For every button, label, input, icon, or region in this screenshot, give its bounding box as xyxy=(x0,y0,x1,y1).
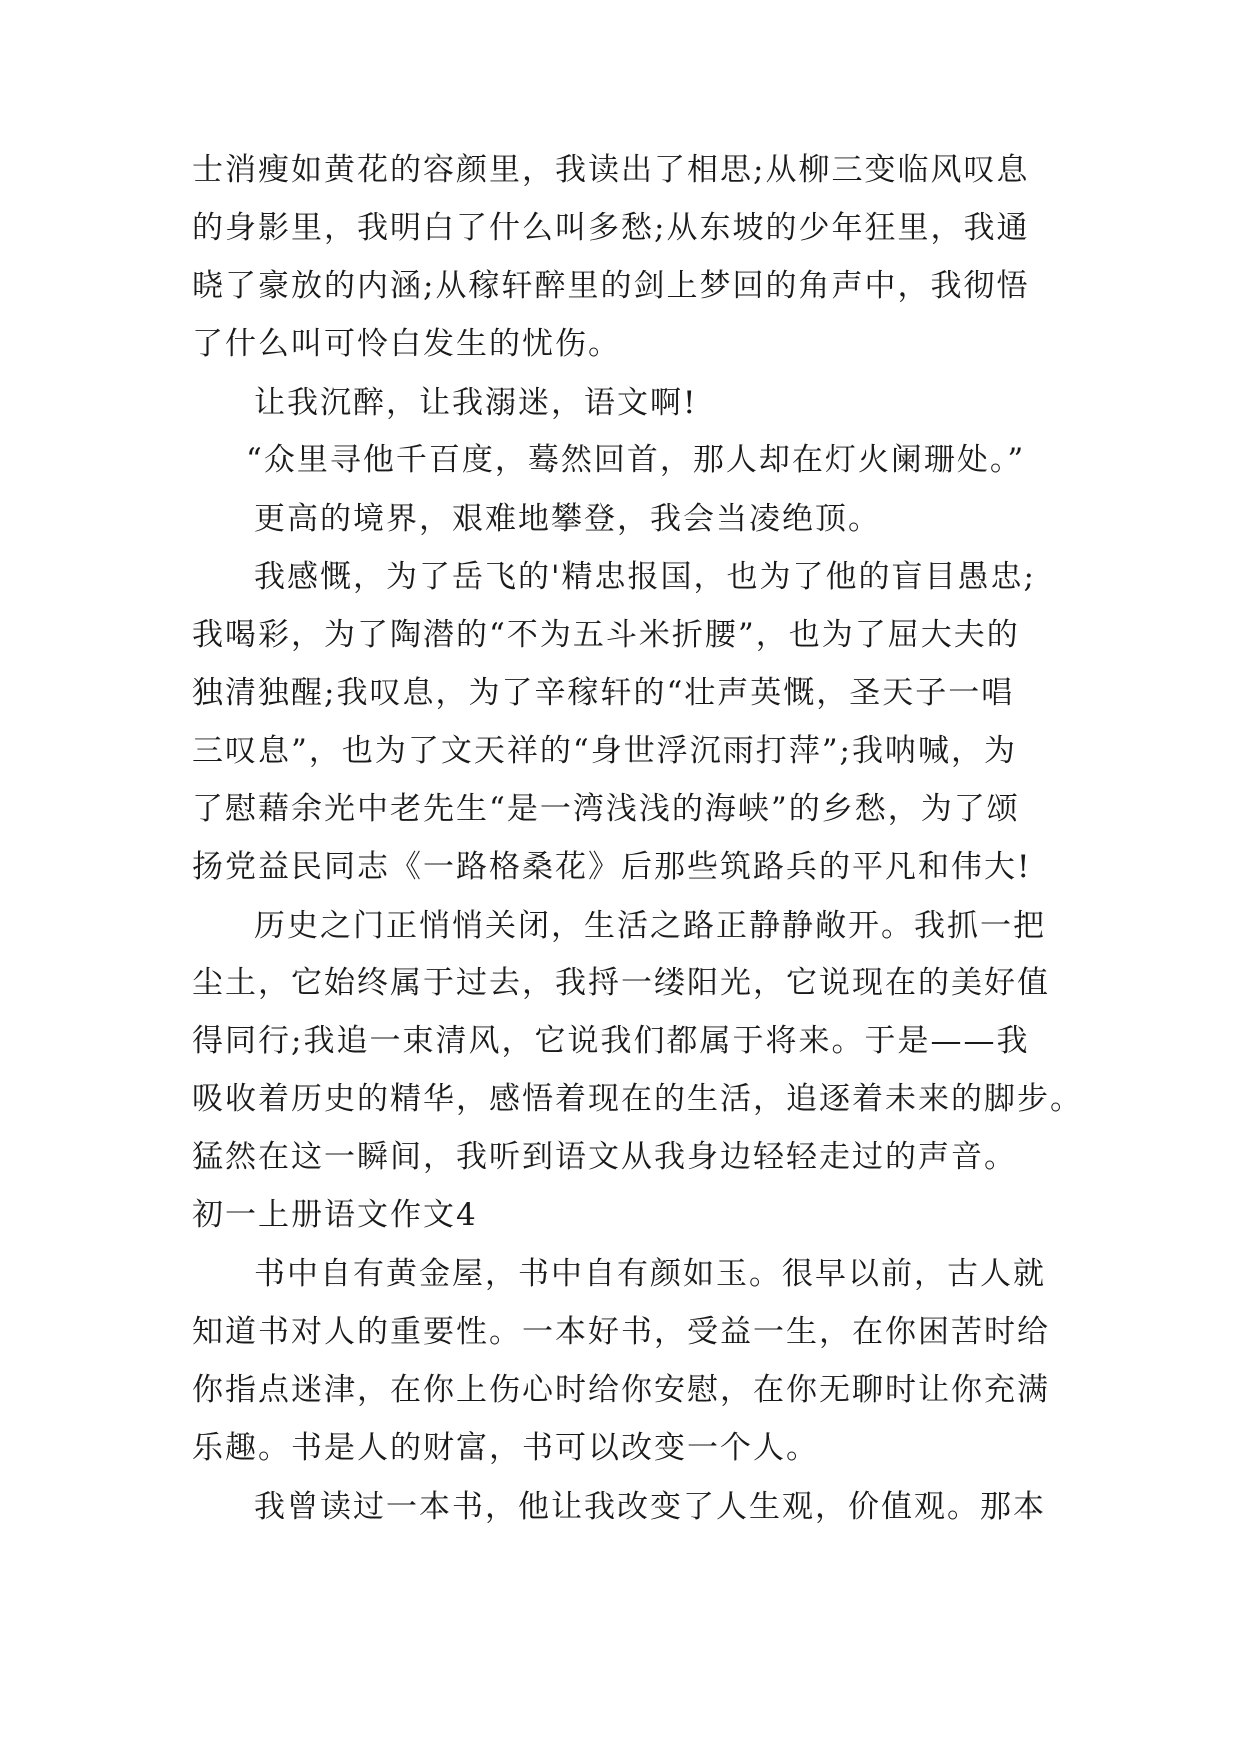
text-line: 我喝彩，为了陶潜的“不为五斗米折腰”，也为了屈大夫的 xyxy=(192,617,1020,653)
quote-line: “众里寻他千百度，蓦然回首，那人却在灯火阑珊处。” xyxy=(246,442,1026,478)
text-line: 独清独醒;我叹息，为了辛稼轩的“壮声英慨，圣天子一唱 xyxy=(192,675,1015,711)
text-line: 尘土，它始终属于过去，我捋一缕阳光，它说现在的美好值 xyxy=(192,965,1050,1001)
paragraph-start-line: 历史之门正悄悄关闭，生活之路正静静敞开。我抓一把 xyxy=(254,908,1046,944)
text-line: 知道书对人的重要性。一本好书，受益一生，在你困苦时给 xyxy=(192,1314,1050,1350)
paragraph-start-line: 我曾读过一本书，他让我改变了人生观，价值观。那本 xyxy=(254,1489,1046,1525)
text-line: 乐趣。书是人的财富，书可以改变一个人。 xyxy=(192,1430,819,1466)
text-line: 了慰藉余光中老先生“是一湾浅浅的海峡”的乡愁，为了颂 xyxy=(192,791,1020,827)
text-line: 三叹息”，也为了文天祥的“身世浮沉雨打萍”;我呐喊，为 xyxy=(192,733,1017,769)
paragraph-start-line: 更高的境界，艰难地攀登，我会当凌绝顶。 xyxy=(254,501,881,537)
paragraph-start-line: 书中自有黄金屋，书中自有颜如玉。很早以前，古人就 xyxy=(254,1256,1046,1292)
text-line: 吸收着历史的精华，感悟着现在的生活，追逐着未来的脚步。 xyxy=(192,1081,1083,1117)
text-line: 晓了豪放的内涵;从稼轩醉里的剑上梦回的角声中，我彻悟 xyxy=(192,268,1030,304)
text-line: 你指点迷津，在你上伤心时给你安慰，在你无聊时让你充满 xyxy=(192,1372,1050,1408)
text-line: 的身影里，我明白了什么叫多愁;从东坡的少年狂里，我通 xyxy=(192,210,1030,246)
text-line: 猛然在这一瞬间，我听到语文从我身边轻轻走过的声音。 xyxy=(192,1139,1017,1175)
text-line: 士消瘦如黄花的容颜里，我读出了相思;从柳三变临风叹息 xyxy=(192,152,1030,188)
paragraph-start-line: 我感慨，为了岳飞的'精忠报国，也为了他的盲目愚忠; xyxy=(254,559,1036,595)
text-line: 得同行;我追一束清风，它说我们都属于将来。于是——我 xyxy=(192,1023,1030,1059)
paragraph-start-line: 让我沉醉，让我溺迷，语文啊! xyxy=(254,385,698,421)
text-line: 了什么叫可怜白发生的忧伤。 xyxy=(192,326,621,362)
text-line: 扬党益民同志《一路格桑花》后那些筑路兵的平凡和伟大! xyxy=(192,849,1032,885)
section-heading: 初一上册语文作文4 xyxy=(192,1197,478,1233)
